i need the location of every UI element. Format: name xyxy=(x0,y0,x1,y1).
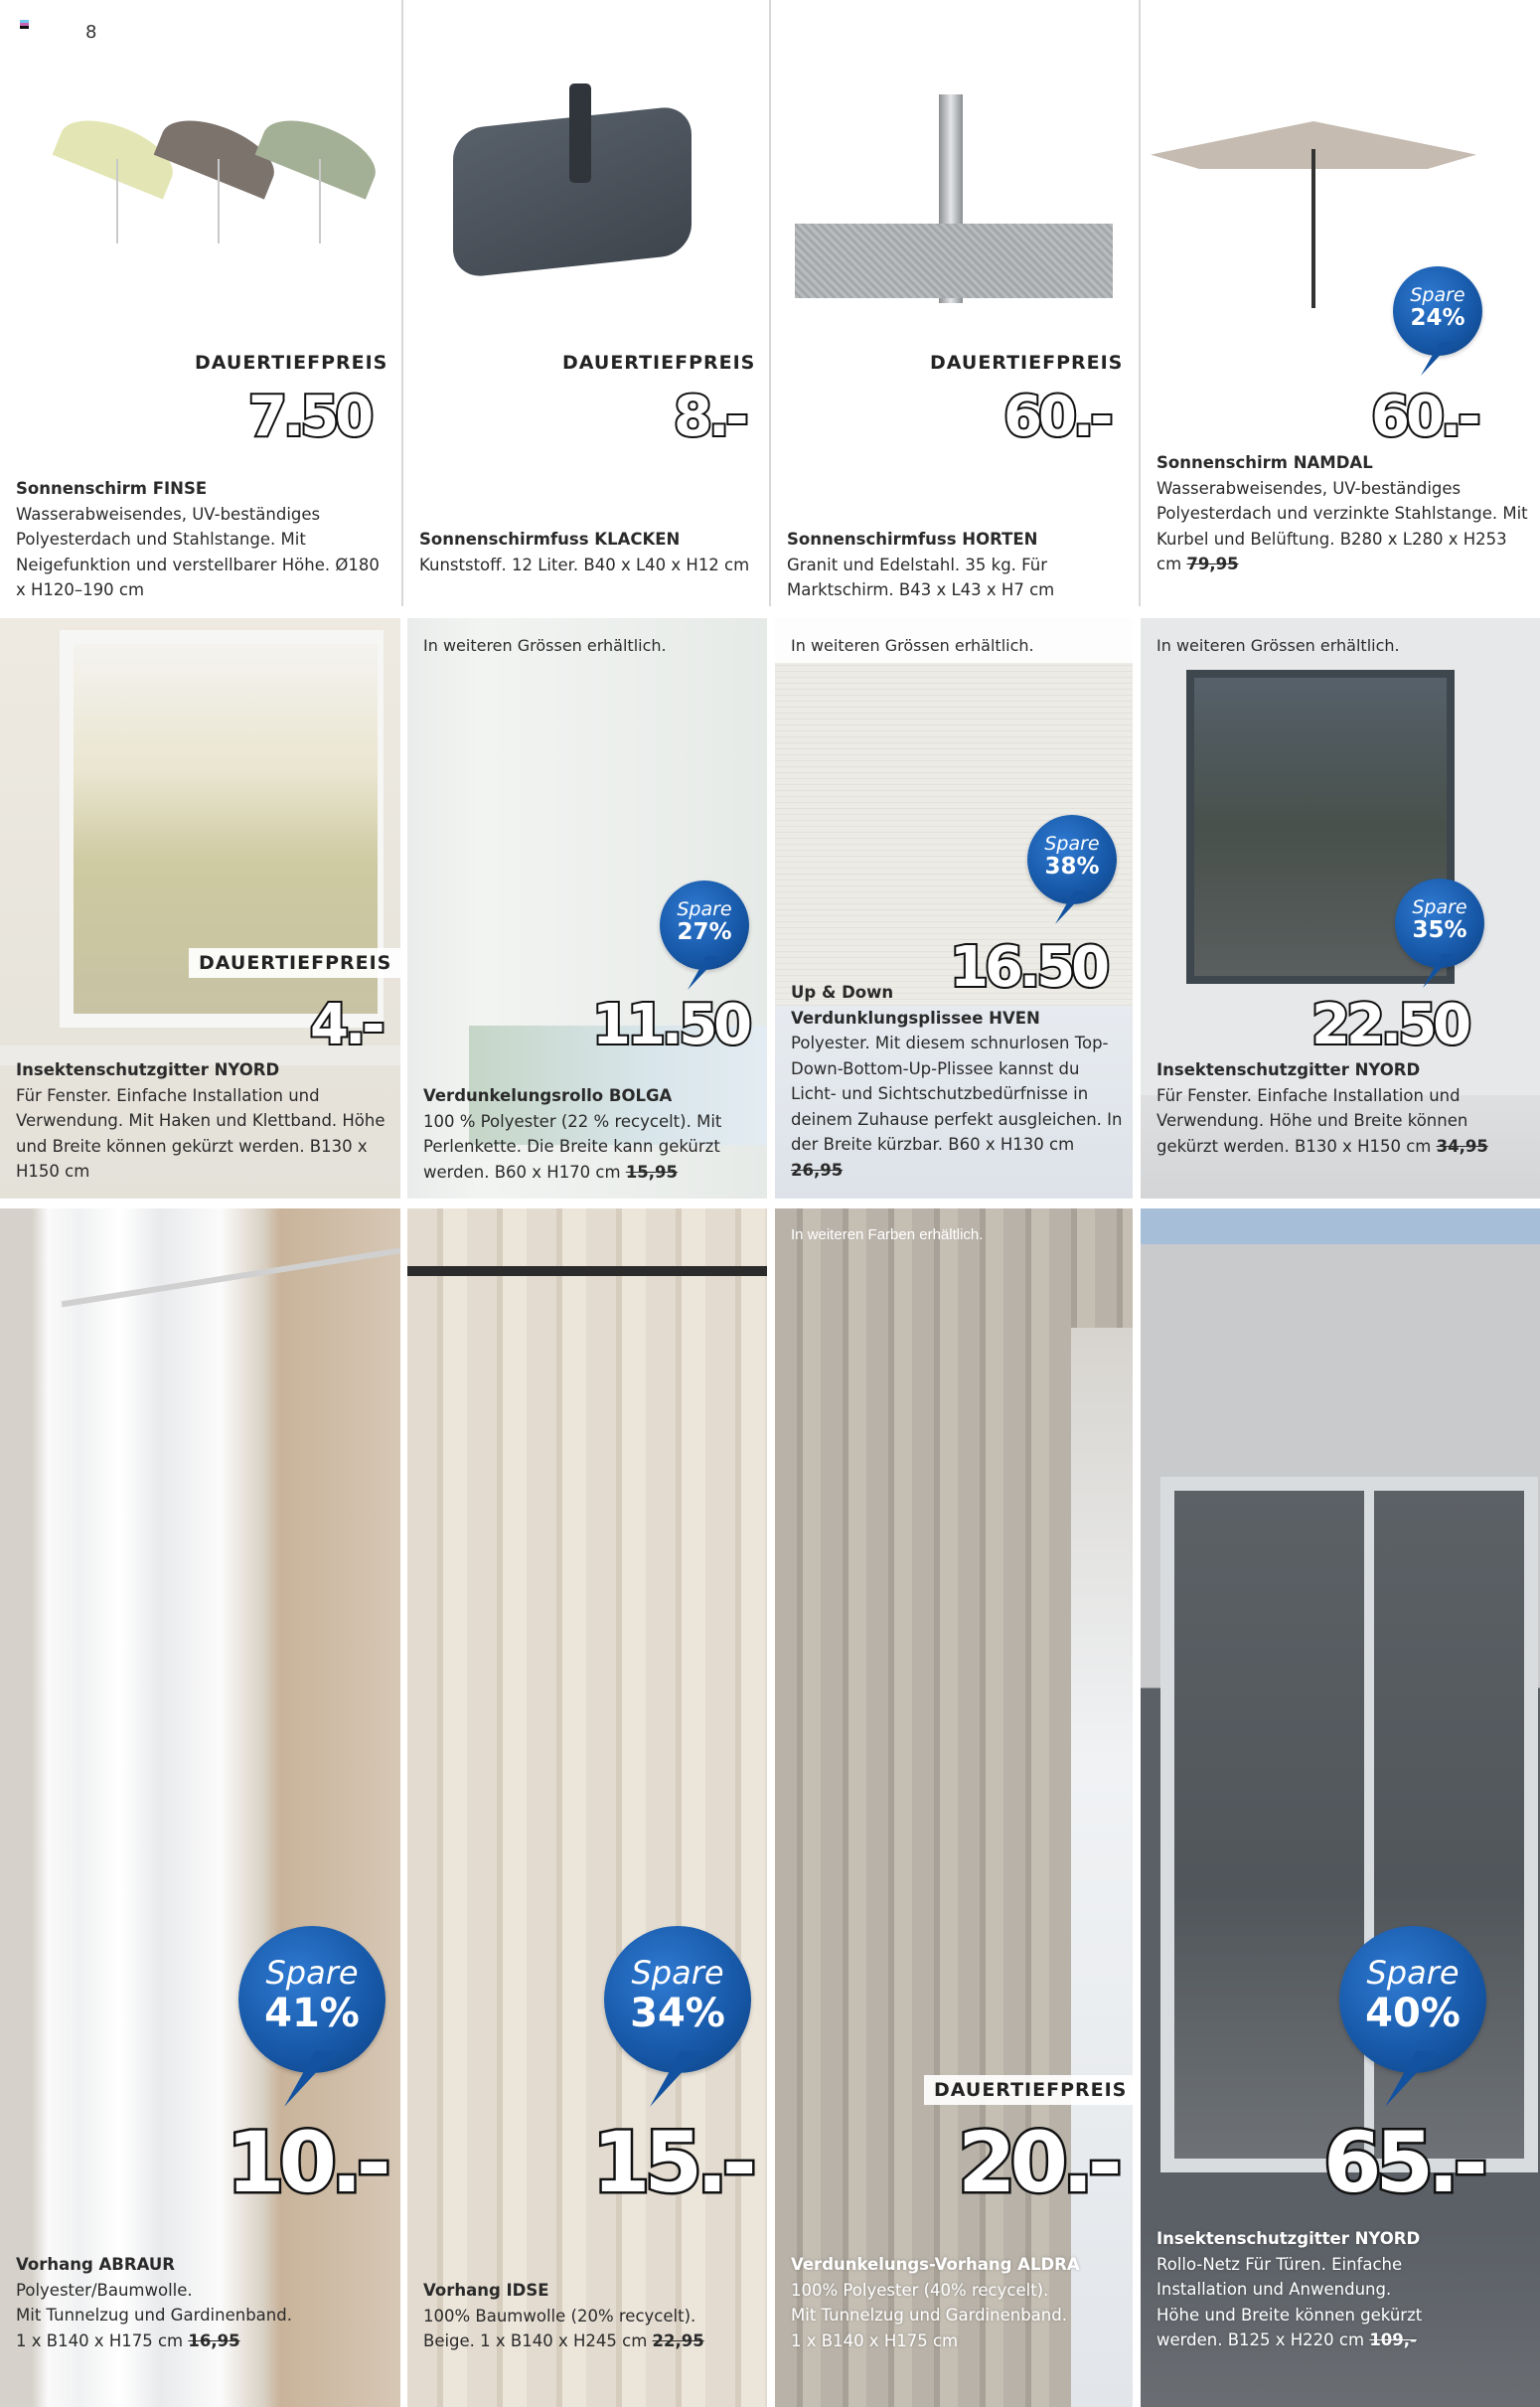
product-description-line: Installation und Anwendung. xyxy=(1156,2280,1392,2299)
product-name: Insektenschutzgitter NYORD xyxy=(16,1060,280,1079)
product-card-finse[interactable] xyxy=(0,0,400,606)
dauertiefpreis-label: DAUERTIEFPREIS xyxy=(562,352,756,374)
product-card-bolga[interactable] xyxy=(407,618,767,1199)
product-name: Vorhang ABRAUR xyxy=(16,2255,175,2274)
product-info xyxy=(791,980,1123,1183)
page-number: 8 xyxy=(85,22,97,43)
product-info xyxy=(423,2278,757,2354)
product-info xyxy=(419,527,759,577)
product-card-namdal[interactable] xyxy=(1139,0,1540,606)
product-description-line: 1 x B140 x H175 cm xyxy=(791,2330,959,2350)
product-description: Polyester. Mit diesem schnurlosen Top-Down-Bottom-Up-Plissee kannst du Licht- und Sichtschutzbedürfnisse in deinem Zuhause perfekt ausgleichen. In der Breite kürzbar. B60 x H130 cm xyxy=(791,1034,1123,1154)
product-name: Verdunklungsplissee HVEN xyxy=(791,1008,1040,1028)
product-description: Für Fenster. Einfache Installation und Verwendung. Höhe und Breite können gekürzt werden. B130 x H150 cm xyxy=(1156,1085,1468,1156)
product-description-line: Polyester/Baumwolle. xyxy=(16,2280,193,2300)
product-description: Wasserabweisendes, UV-beständiges Polyesterdach und verzinkte Stahlstange. Mit Kurbel und Belüftung. B280 x L280 x H253 cm xyxy=(1156,478,1528,573)
price: 8.- xyxy=(674,385,745,449)
product-name: Vorhang IDSE xyxy=(423,2281,549,2300)
product-name: Verdunkelungsrollo BOLGA xyxy=(423,1086,673,1105)
row-curtains-doors xyxy=(0,1208,1540,2407)
product-name: Insektenschutzgitter NYORD xyxy=(1156,1060,1421,1079)
row-window-solutions xyxy=(0,618,1540,1199)
availability-note: In weiteren Grössen erhältlich. xyxy=(423,636,667,655)
product-description-line: 1 x B140 x H175 cm xyxy=(16,2330,184,2350)
product-card-nyord-window[interactable] xyxy=(0,618,400,1199)
product-info xyxy=(16,1057,390,1185)
discount-badge: Spare 41% xyxy=(238,1926,385,2073)
white-curtain-image xyxy=(0,1208,400,2407)
product-description: Kunststoff. 12 Liter. B40 x L40 x H12 cm xyxy=(419,555,750,574)
discount-badge: Spare 35% xyxy=(1395,879,1484,968)
page-header xyxy=(0,0,139,50)
product-description-line: Beige. 1 x B140 x H245 cm xyxy=(423,2331,648,2350)
product-card-abraur[interactable] xyxy=(0,1208,400,2407)
product-info xyxy=(423,1083,757,1185)
product-description: 100 % Polyester (22 % recycelt). Mit Perlenkette. Die Breite kann gekürzt werden. B60 x H170 cm xyxy=(423,1111,722,1182)
old-price: 109,- xyxy=(1369,2330,1417,2349)
availability-note: In weiteren Farben erhältlich. xyxy=(791,1226,984,1243)
product-description: Granit und Edelstahl. 35 kg. Für Marktschirm. B43 x L43 x H7 cm xyxy=(787,555,1055,599)
price: 22.50 xyxy=(1311,993,1468,1057)
product-description-line: Mit Tunnelzug und Gardinenband. xyxy=(791,2306,1067,2325)
product-card-klacken[interactable] xyxy=(401,0,769,606)
product-name: Sonnenschirm NAMDAL xyxy=(1156,453,1373,472)
dauertiefpreis-label: DAUERTIEFPREIS xyxy=(189,948,400,978)
discount-badge: Spare 34% xyxy=(604,1926,751,2073)
dauertiefpreis-label: DAUERTIEFPREIS xyxy=(930,352,1124,374)
product-description-line: werden. B125 x H220 cm xyxy=(1156,2330,1365,2349)
price: 60.- xyxy=(1003,385,1110,449)
price: 7.50 xyxy=(248,385,371,449)
product-name: Sonnenschirmfuss KLACKEN xyxy=(419,530,681,549)
product-name: Verdunkelungs-Vorhang ALDRA xyxy=(791,2255,1080,2274)
old-price: 26,95 xyxy=(791,1160,844,1180)
availability-note: In weiteren Grössen erhältlich. xyxy=(1156,636,1400,655)
product-description: Für Fenster. Einfache Installation und Verwendung. Mit Haken und Klettband. Höhe und Breite können gekürzt werden. B130 x H150 cm xyxy=(16,1085,385,1181)
product-info xyxy=(1156,2226,1530,2353)
discount-badge: Spare 38% xyxy=(1027,815,1117,904)
product-description-line: Höhe und Breite können gekürzt xyxy=(1156,2305,1423,2325)
old-price: 22,95 xyxy=(652,2331,704,2350)
price: 60.- xyxy=(1371,385,1477,449)
product-description: Wasserabweisendes, UV-beständiges Polyesterdach und Stahlstange. Mit Neigefunktion und verstellbarer Höhe. Ø180 x H120–190 cm xyxy=(16,504,380,599)
old-price: 16,95 xyxy=(188,2330,240,2350)
product-card-aldra[interactable] xyxy=(775,1208,1133,2407)
price: 11.50 xyxy=(592,993,749,1057)
price: 10.- xyxy=(227,2114,385,2211)
grey-blackout-curtain-image xyxy=(775,1208,1133,2407)
product-info xyxy=(16,476,390,603)
availability-note: In weiteren Grössen erhältlich. xyxy=(791,636,1034,655)
product-name: Sonnenschirm FINSE xyxy=(16,479,208,498)
dauertiefpreis-label: DAUERTIEFPREIS xyxy=(924,2075,1133,2105)
product-info xyxy=(787,527,1129,603)
product-name-line1: Up & Down xyxy=(791,983,894,1002)
dauertiefpreis-label: DAUERTIEFPREIS xyxy=(195,352,388,374)
product-card-hven[interactable] xyxy=(775,618,1133,1199)
discount-badge: Spare 24% xyxy=(1393,266,1482,356)
product-card-idse[interactable] xyxy=(407,1208,767,2407)
product-info xyxy=(1156,450,1530,577)
product-name: Insektenschutzgitter NYORD xyxy=(1156,2229,1421,2248)
beige-curtain-image xyxy=(407,1208,767,2407)
price: 20.- xyxy=(958,2114,1117,2211)
old-price: 15,95 xyxy=(625,1162,679,1182)
row-garden-umbrellas xyxy=(0,0,1540,606)
product-card-nyord-window-2[interactable] xyxy=(1141,618,1540,1199)
product-info xyxy=(1156,1057,1530,1159)
price: 15.- xyxy=(592,2114,751,2211)
product-card-horten[interactable] xyxy=(769,0,1139,606)
registration-color-bar-icon xyxy=(20,20,29,29)
price: 4.- xyxy=(310,993,382,1057)
product-description-line: Mit Tunnelzug und Gardinenband. xyxy=(16,2306,292,2325)
old-price: 34,95 xyxy=(1436,1136,1488,1156)
product-description-line: 100% Baumwolle (20% recycelt). xyxy=(423,2306,696,2326)
product-description-line: 100% Polyester (40% recycelt). xyxy=(791,2280,1049,2300)
discount-badge: Spare 27% xyxy=(660,881,749,970)
product-info xyxy=(791,2252,1123,2353)
product-card-nyord-door[interactable] xyxy=(1141,1208,1540,2407)
old-price: 79,95 xyxy=(1186,555,1239,573)
product-description-line: Rollo-Netz Für Türen. Einfache xyxy=(1156,2254,1403,2274)
price: 65.- xyxy=(1323,2114,1482,2211)
discount-badge: Spare 40% xyxy=(1339,1926,1486,2073)
price: 16.50 xyxy=(950,935,1107,1000)
product-name: Sonnenschirmfuss HORTEN xyxy=(787,530,1038,549)
product-info xyxy=(16,2252,390,2353)
